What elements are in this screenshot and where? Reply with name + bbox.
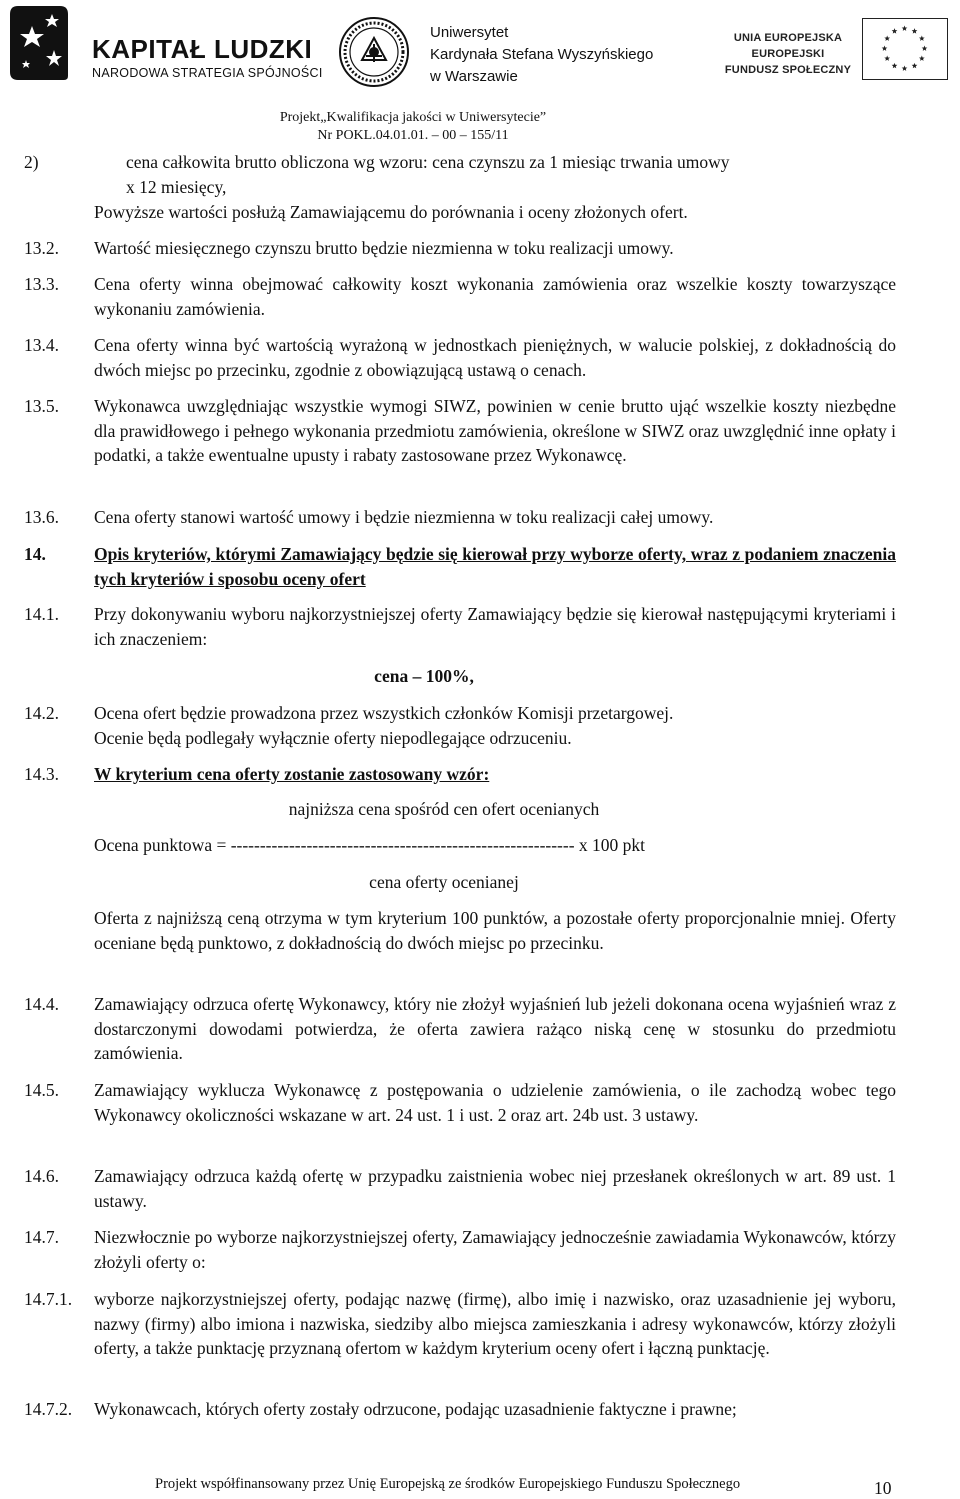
eu-star-icon [919, 56, 925, 61]
university-name-line: Uniwersytet [430, 24, 509, 41]
eu-label-line: UNIA EUROPEJSKA [733, 32, 843, 44]
section-text: Ocena ofert będzie prowadzona przez wszystkich członków Komisji przetargowej. [94, 703, 674, 723]
section-number: 13.2. [24, 238, 59, 258]
section-text: Wartość miesięcznego czynszu brutto będzie niezmienna w toku realizacji umowy. [94, 238, 674, 258]
section-heading: W kryterium cena oferty zostanie zastosowany wzór: [94, 764, 490, 784]
section-number: 14.7.1. [24, 1289, 73, 1309]
eu-star-icon [902, 66, 908, 71]
section-text: Zamawiający odrzuca ofertę Wykonawcy, który nie złożył wyjaśnień lub jeżeli dokonana ocena wyjaśnień wraz z dostarczonymi dowodami potwierdza, że oferta zawiera rażąco niską cenę w stosunku do przedmiotu zamówienia. [94, 994, 896, 1064]
university-name [430, 22, 653, 88]
page-header [0, 0, 960, 150]
eu-fund-label [722, 30, 854, 78]
section-text: Cena oferty winna być wartością wyrażoną w jednostkach pieniężnych, w walucie polskiej, z dokładnością do dwóch miejsc po przecinku, zgodnie z obowiązującą ustawą o cenach. [94, 335, 896, 380]
section-number: 14.7. [24, 1227, 59, 1247]
section-text: Oferta z najniższą ceną otrzyma w tym kryterium 100 punktów, a pozostałe oferty proporcjonalnie mniej. Oferty oceniane będą punktowo, z dokładnością do dwóch miejsc po przecinku. [94, 908, 896, 953]
section-text: Wykonawca uwzględniając wszystkie wymogi SIWZ, powinien w cenie brutto ująć wszelkie koszty niezbędne dla prawidłowego i pełnego wykonania przedmiotu zamówienia, określone w SIWZ oraz uwzględnić inne opłaty i podatki, a także ewentualne upusty i rabaty zastosowane przez Wykonawcę. [94, 396, 896, 466]
chapter-heading: Opis kryteriów, którymi Zamawiający będzie się kierował przy wyborze oferty, wraz z podaniem znaczenia tych kryteriów i sposobu oceny ofert [94, 544, 896, 589]
section-text: Ocenie będą podlegały wyłącznie oferty niepodlegające odrzuceniu. [94, 728, 572, 748]
university-name-line: Kardynała Stefana Wyszyńskiego [430, 46, 654, 63]
section-number: 14.3. [24, 764, 59, 784]
formula-denominator: cena oferty ocenianej [369, 872, 519, 892]
eu-flag [862, 18, 948, 80]
eu-star-icon [884, 36, 890, 41]
section-number: 14.2. [24, 703, 59, 723]
university-name-line: w Warszawie [430, 68, 518, 85]
eu-star-icon [892, 28, 898, 33]
eu-star-icon [912, 63, 918, 68]
section-number: 14.4. [24, 994, 59, 1014]
item-number: 2) [24, 152, 39, 172]
eu-label-line: EUROPEJSKI [751, 48, 825, 60]
project-name: Projekt„Kwalifikacja jakości w Uniwersytecie” [279, 110, 547, 125]
chapter-number: 14. [24, 544, 46, 564]
kapital-ludzki-subtitle: NARODOWA STRATEGIA SPÓJNOŚCI [92, 66, 323, 80]
project-number: Nr POKL.04.01.01. – 00 – 155/11 [317, 128, 509, 143]
section-text: Cena oferty stanowi wartość umowy i będzie niezmienna w toku realizacji całej umowy. [94, 507, 714, 527]
section-number: 14.6. [24, 1166, 59, 1186]
eu-star-icon [922, 46, 928, 51]
eu-label-line: FUNDUSZ SPOŁECZNY [724, 64, 852, 76]
section-text: Zamawiający odrzuca każdą ofertę w przypadku zaistnienia wobec niej przesłanek określonych w art. 89 ust. 1 ustawy. [94, 1166, 896, 1211]
eu-star-icon [882, 46, 888, 51]
item-text: cena całkowita brutto obliczona wg wzoru: cena czynszu za 1 miesiąc trwania umowy [126, 152, 730, 172]
eu-star-icon [919, 36, 925, 41]
section-number: 13.6. [24, 507, 59, 527]
section-number: 13.5. [24, 396, 59, 416]
section-text: Wykonawcach, których oferty zostały odrzucone, podając uzasadnienie faktyczne i prawne; [94, 1399, 737, 1419]
section-text: Przy dokonywaniu wyboru najkorzystniejszej oferty Zamawiający będzie się kierował następującymi kryteriami i ich znaczeniem: [94, 604, 896, 649]
section-number: 13.3. [24, 274, 59, 294]
footer-note: Projekt współfinansowany przez Unię Europejską ze środków Europejskiego Funduszu Społecznego [155, 1476, 741, 1492]
formula-numerator: najniższa cena spośród cen ofert ocenianych [288, 799, 600, 819]
kapital-ludzki-logo [8, 4, 323, 84]
eu-star-icon [902, 26, 908, 31]
section-number: 14.7.2. [24, 1399, 73, 1419]
section-text: Zamawiający wyklucza Wykonawcę z postępowania o udzielenie zamówienia, o ile zachodzą wobec tego Wykonawcy okoliczności wskazane w art. 24 ust. 1 i ust. 2 oraz art. 24b ust. 3 ustawy. [94, 1080, 896, 1125]
kapital-ludzki-emblem-icon [8, 4, 86, 82]
section-text: wyborze najkorzystniejszej oferty, podając nazwę (firmę), albo imię i nazwisko, oraz uzasadnienie jej wyboru, nazwy (firmy) albo imiona i nazwiska, siedziby albo miejsca zamieszkania i adresy wykonawców, którzy złożyli oferty, a także punktację przyznaną ofertom w każdym kryterium oceny ofert i łączną punktację. [94, 1289, 896, 1359]
eu-star-icon [912, 28, 918, 33]
kapital-ludzki-title: KAPITAŁ LUDZKI [92, 34, 313, 64]
section-text: Niezwłocznie po wyborze najkorzystniejszej oferty, Zamawiający jednocześnie zawiadamia Wykonawców, którzy złożyli oferty o: [94, 1227, 896, 1272]
paragraph: Powyższe wartości posłużą Zamawiającemu do porównania i oceny złożonych ofert. [94, 202, 688, 222]
eu-star-icon [884, 56, 890, 61]
page-number: 10 [874, 1478, 892, 1498]
section-number: 13.4. [24, 335, 59, 355]
eu-star-icon [892, 63, 898, 68]
section-number: 14.1. [24, 604, 59, 624]
formula-line: Ocena punktowa = ----------------------------------------------------------- x 100 pkt [94, 835, 646, 855]
university-seal-icon [338, 16, 410, 88]
criterion-label: cena – 100%, [374, 666, 474, 686]
item-text: x 12 miesięcy, [126, 177, 227, 197]
section-number: 14.5. [24, 1080, 59, 1100]
section-text: Cena oferty winna obejmować całkowity koszt wykonania zamówienia oraz wszelkie koszty towarzyszące wykonaniu zamówienia. [94, 274, 896, 319]
eu-stars-icon [863, 19, 946, 78]
